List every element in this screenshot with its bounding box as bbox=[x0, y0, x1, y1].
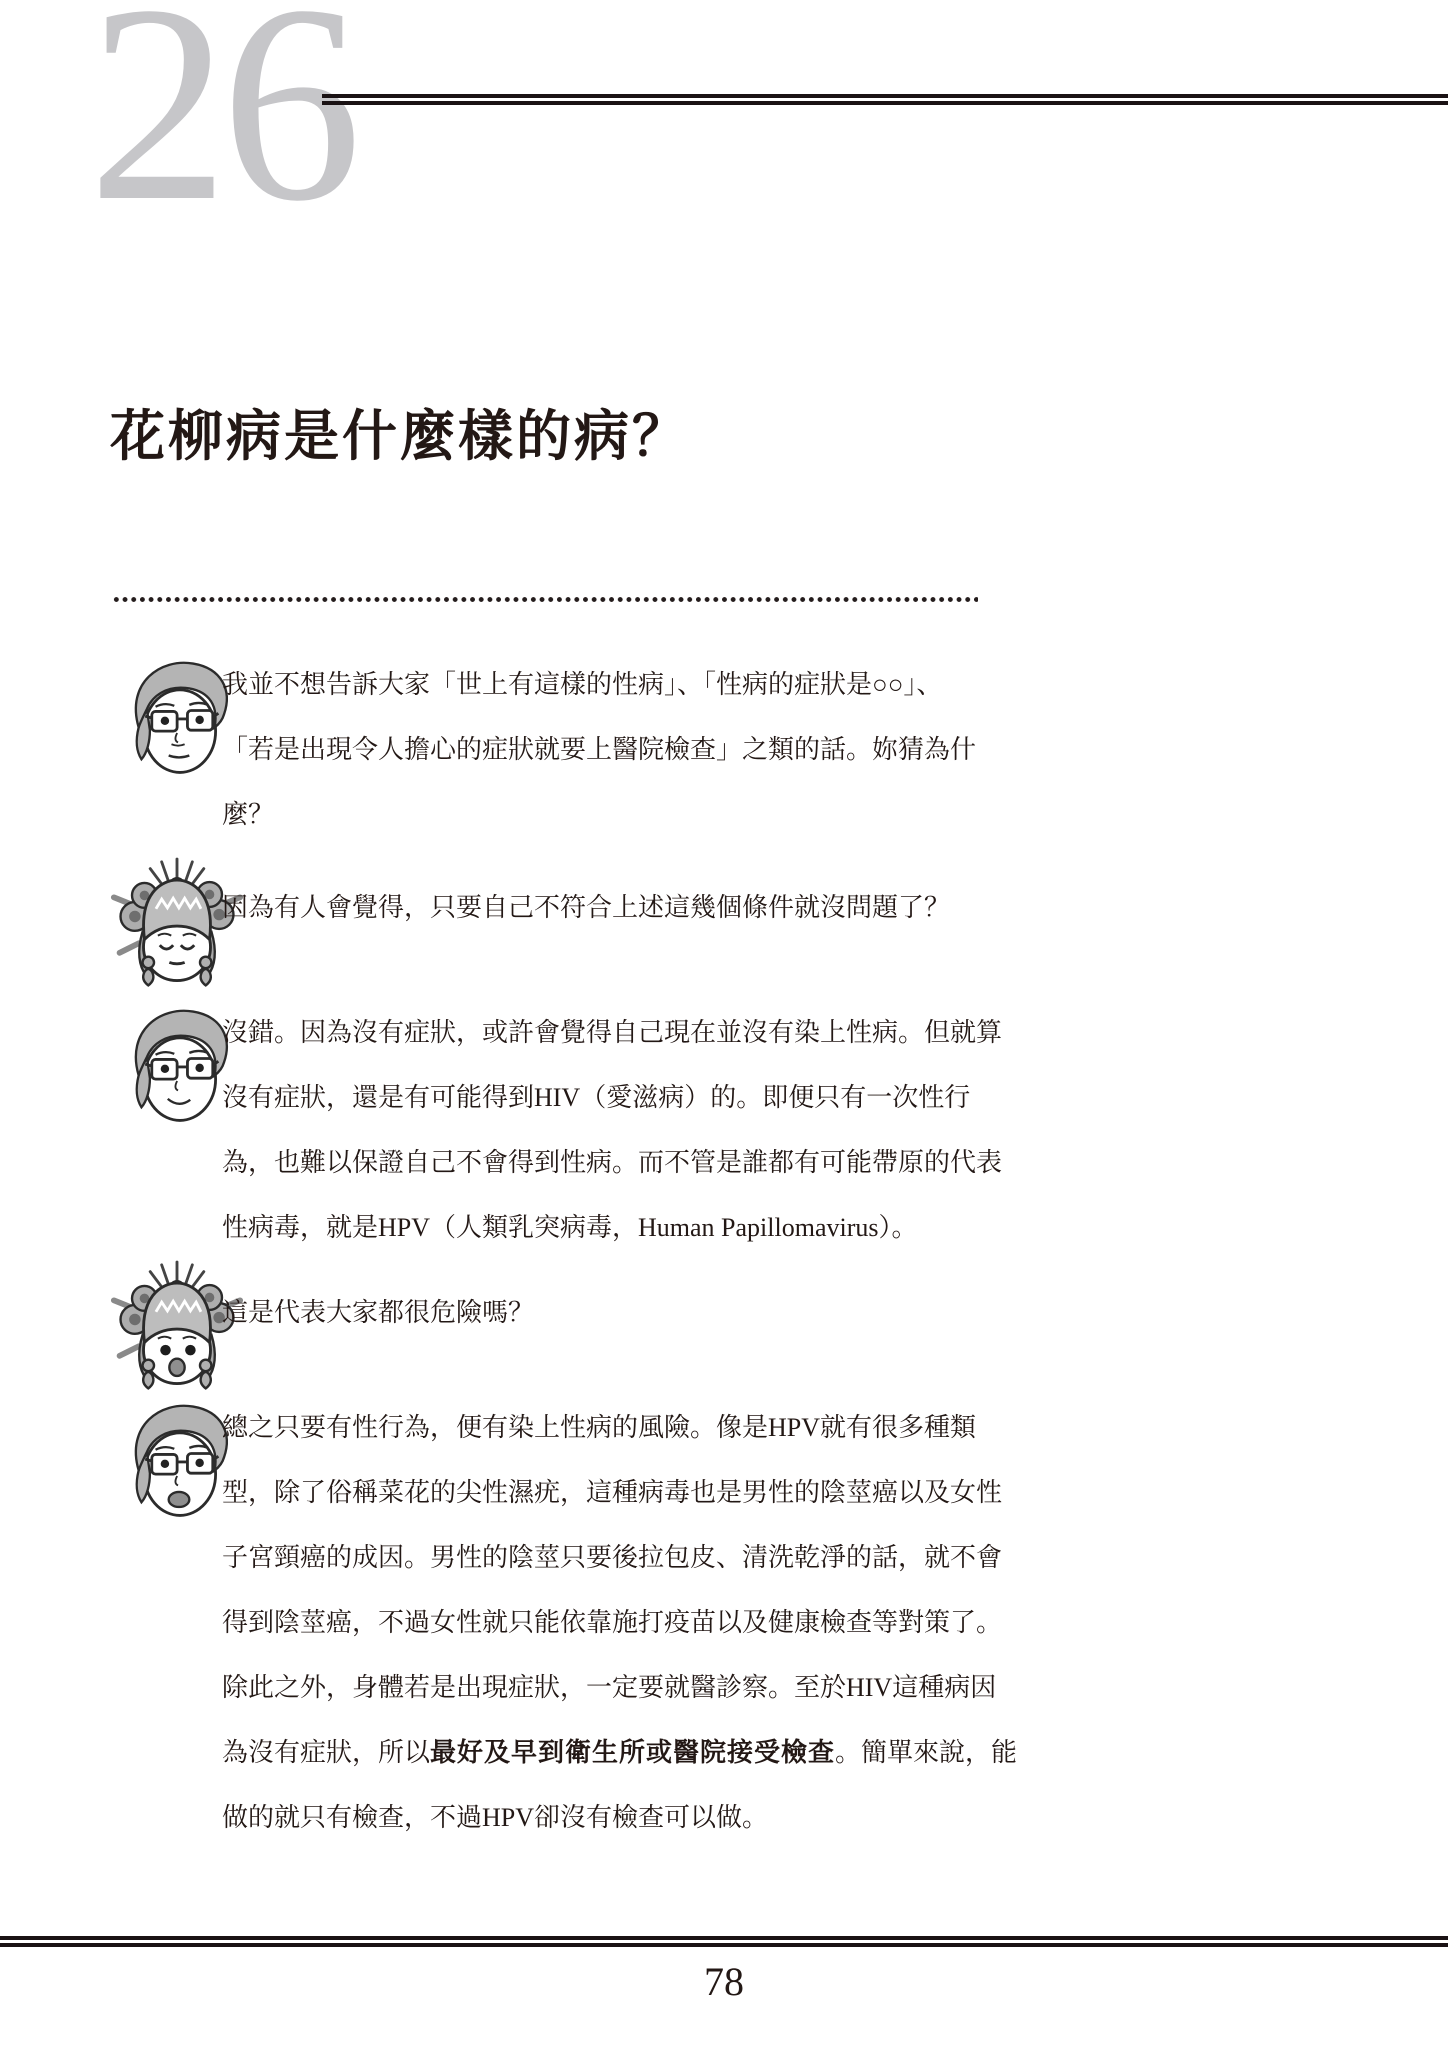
dialogue-line: 除此之外，身體若是出現症狀，一定要就醫診察。至於HIV這種病因 bbox=[222, 1673, 997, 1702]
bottom-double-rule bbox=[0, 1936, 1448, 1947]
dialogue-line bbox=[222, 1720, 1018, 1785]
page-title: 花柳病是什麼樣的病？ bbox=[110, 406, 691, 467]
dialogue-line: 麼？ bbox=[222, 800, 275, 829]
dialogue-line: 這是代表大家都很危險嗎？ bbox=[222, 1298, 535, 1327]
dialogue-line: 我並不想告訴大家「世上有這樣的性病」、「性病的症狀是○○」、 bbox=[222, 670, 943, 699]
dialogue-line: 「若是出現令人擔心的症狀就要上醫院檢查」之類的話。妳猜為什 bbox=[222, 735, 977, 764]
dialogue-line: 沒有症狀，還是有可能得到HIV（愛滋病）的。即便只有一次性行 bbox=[222, 1083, 971, 1112]
dialogue-text bbox=[222, 1280, 1012, 1345]
dialogue-line: 得到陰莖癌，不過女性就只能依靠施打疫苗以及健康檢查等對策了。 bbox=[222, 1608, 1003, 1637]
dialogue-line: 性病毒，就是HPV（人類乳突病毒，Human Papillomavirus）。 bbox=[222, 1213, 918, 1242]
page-number: 78 bbox=[704, 1959, 744, 2004]
dialogue-line: 沒錯。因為沒有症狀，或許會覺得自己現在並沒有染上性病。但就算 bbox=[222, 1018, 1003, 1047]
dialogue-text bbox=[222, 1395, 1018, 1850]
dialogue-line: 型，除了俗稱菜花的尖性濕疣，這種病毒也是男性的陰莖癌以及女性 bbox=[222, 1478, 1003, 1507]
dialogue-line: 因為有人會覺得，只要自己不符合上述這幾個條件就沒問題了？ bbox=[222, 893, 951, 922]
dialogue-line: 總之只要有性行為，便有染上性病的風險。像是HPV就有很多種類 bbox=[222, 1413, 977, 1442]
dialogue-line: 為，也難以保證自己不會得到性病。而不管是誰都有可能帶原的代表 bbox=[222, 1148, 1003, 1177]
dialogue-line: 子宮頸癌的成因。男性的陰莖只要後拉包皮、清洗乾淨的話，就不會 bbox=[222, 1543, 1003, 1572]
bold-advice-text: 最好及早到衛生所或醫院接受檢查 bbox=[430, 1737, 836, 1767]
dotted-separator bbox=[112, 596, 978, 603]
dialogue-text bbox=[222, 652, 1012, 847]
dialogue-text bbox=[222, 1000, 1012, 1260]
dialogue-text bbox=[222, 875, 1012, 940]
top-double-rule bbox=[322, 94, 1448, 105]
dialogue-line: 做的就只有檢查，不過HPV卻沒有檢查可以做。 bbox=[222, 1803, 769, 1832]
chapter-number: 26 bbox=[88, 0, 354, 259]
dialogue-segment: 。簡單來說，能 bbox=[835, 1738, 1018, 1767]
dialogue-segment: 為沒有症狀，所以 bbox=[222, 1738, 431, 1767]
